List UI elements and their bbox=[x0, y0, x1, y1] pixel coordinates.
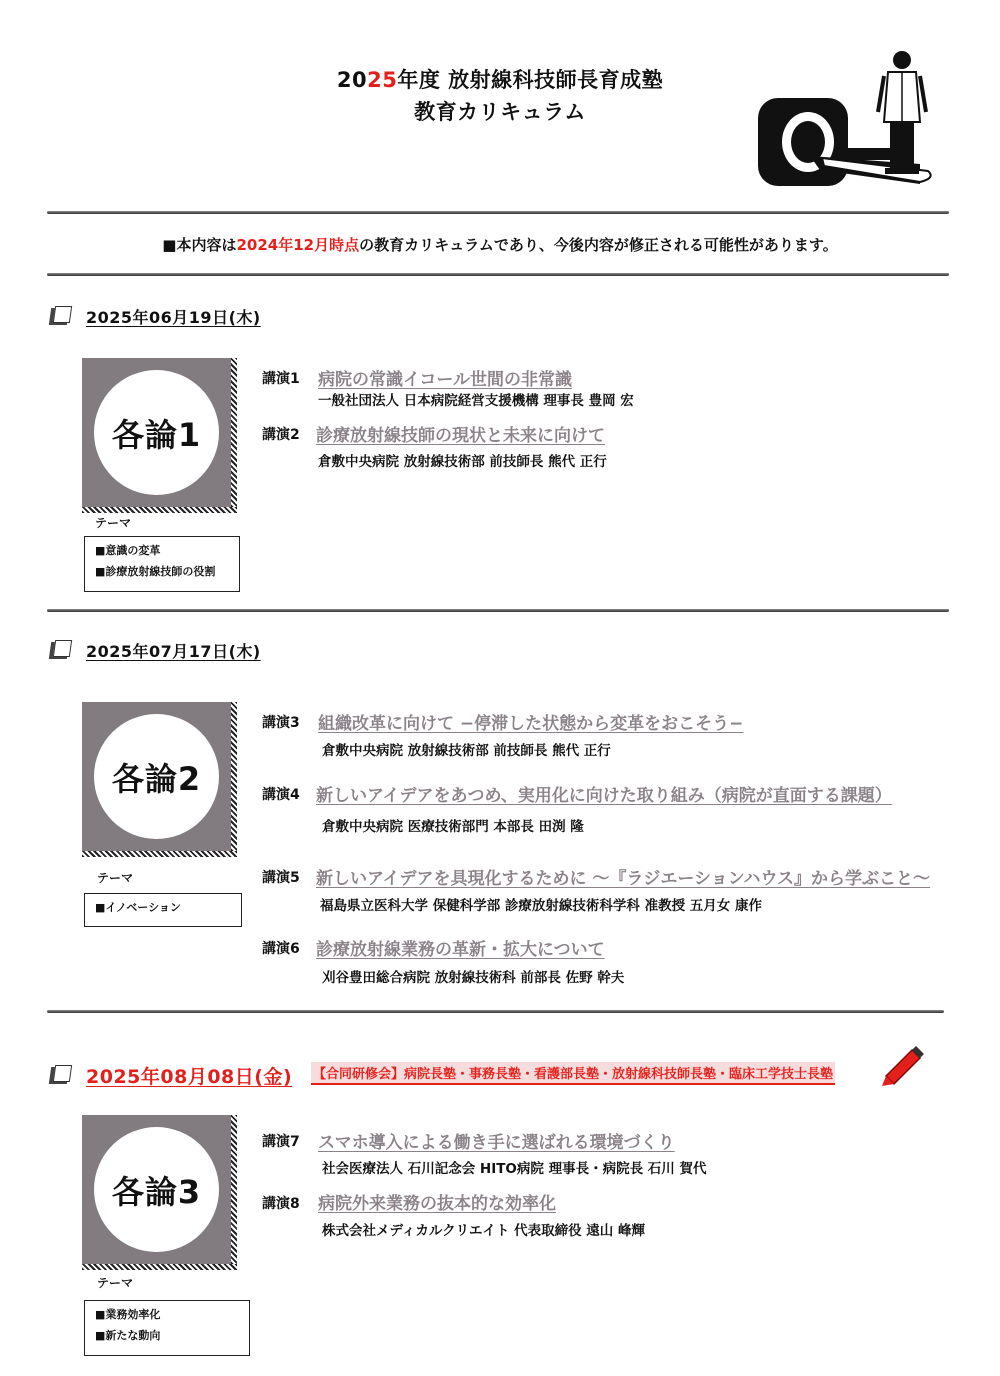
lecture-label: 講演5 bbox=[262, 870, 300, 886]
lecture-title: 組織改革に向けて −停滞した状態から変革をおこそう− bbox=[318, 714, 744, 734]
lecture-title: 診療放射線技師の現状と未来に向けて bbox=[316, 426, 605, 446]
session-badge-3: 各論3 bbox=[82, 1115, 231, 1264]
divider bbox=[47, 609, 949, 612]
divider bbox=[47, 1010, 944, 1013]
notice-text: ■本内容は2024年12月時点の教育カリキュラムであり、今後内容が修正される可能性があります。 bbox=[162, 236, 838, 254]
theme-box-3 bbox=[84, 1300, 250, 1356]
theme-item: ■イノベーション bbox=[95, 901, 181, 914]
lecture-label: 講演1 bbox=[262, 371, 300, 387]
session-badge-2: 各論2 bbox=[82, 702, 231, 851]
lecture-speaker: 株式会社メディカルクリエイト 代表取締役 遠山 峰輝 bbox=[322, 1223, 645, 1239]
theme-item: ■業務効率化 bbox=[95, 1308, 161, 1321]
calendar-icon bbox=[50, 1065, 70, 1085]
theme-label: テーマ bbox=[95, 516, 132, 530]
lecture-speaker: 倉敷中央病院 放射線技術部 前技師長 熊代 正行 bbox=[318, 454, 607, 470]
theme-item: ■意識の変革 bbox=[95, 544, 161, 557]
page-subtitle: 教育カリキュラム bbox=[414, 100, 586, 124]
lecture-label: 講演6 bbox=[262, 941, 300, 957]
lecture-title: 新しいアイデアを具現化するために 〜『ラジエーションハウス』から学ぶこと〜 bbox=[316, 869, 931, 889]
lecture-speaker: 倉敷中央病院 放射線技術部 前技師長 熊代 正行 bbox=[322, 743, 611, 759]
divider bbox=[47, 273, 949, 276]
theme-box-2 bbox=[84, 893, 242, 927]
lecture-title: 診療放射線業務の革新・拡大について bbox=[316, 940, 605, 960]
lecture-title: 病院外来業務の抜本的な効率化 bbox=[318, 1194, 556, 1214]
lecture-label: 講演8 bbox=[262, 1196, 300, 1212]
lecture-title: スマホ導入による働き手に選ばれる環境づくり bbox=[318, 1133, 675, 1153]
lecture-label: 講演4 bbox=[262, 787, 300, 803]
lecture-title: 病院の常識イコール世間の非常識 bbox=[318, 370, 572, 390]
lecture-speaker: 刈谷豊田総合病院 放射線技術科 前部長 佐野 幹夫 bbox=[322, 970, 625, 986]
lecture-label: 講演3 bbox=[262, 715, 300, 731]
calendar-icon bbox=[50, 306, 70, 326]
session-date-3: 2025年08月08日(金) bbox=[50, 1063, 292, 1087]
ct-scanner-illustration bbox=[750, 46, 950, 196]
session-date-2: 2025年07月17日(木) bbox=[50, 638, 261, 662]
divider bbox=[47, 211, 949, 214]
session-date-1: 2025年06月19日(木) bbox=[50, 304, 261, 328]
title-year-highlight: 25 bbox=[367, 68, 398, 92]
session-badge-1: 各論1 bbox=[82, 358, 231, 507]
page-title: 2025年度 放射線科技師長育成塾 bbox=[336, 68, 664, 92]
lecture-speaker: 福島県立医科大学 保健科学部 診療放射線技術科学科 准教授 五月女 康作 bbox=[320, 898, 762, 914]
theme-item: ■新たな動向 bbox=[95, 1329, 161, 1342]
red-marker-icon bbox=[878, 1040, 926, 1088]
notice-highlight: 2024年12月時点 bbox=[236, 236, 360, 254]
lecture-title: 新しいアイデアをあつめ、実用化に向けた取り組み（病院が直面する課題） bbox=[316, 786, 892, 806]
lecture-speaker: 倉敷中央病院 医療技術部門 本部長 田渕 隆 bbox=[322, 819, 584, 835]
theme-label: テーマ bbox=[97, 1276, 134, 1290]
lecture-label: 講演7 bbox=[262, 1134, 300, 1150]
theme-item: ■診療放射線技師の役割 bbox=[95, 565, 216, 578]
theme-box-1 bbox=[84, 536, 240, 592]
lecture-speaker: 一般社団法人 日本病院経営支援機構 理事長 豊岡 宏 bbox=[318, 393, 634, 409]
joint-session-note: 【合同研修会】病院長塾・事務長塾・看護部長塾・放射線科技師長塾・臨床工学技士長塾 bbox=[311, 1062, 835, 1085]
calendar-icon bbox=[50, 640, 70, 660]
lecture-label: 講演2 bbox=[262, 427, 300, 443]
theme-label: テーマ bbox=[97, 871, 134, 885]
lecture-speaker: 社会医療法人 石川記念会 HITO病院 理事長・病院長 石川 賀代 bbox=[322, 1161, 707, 1177]
